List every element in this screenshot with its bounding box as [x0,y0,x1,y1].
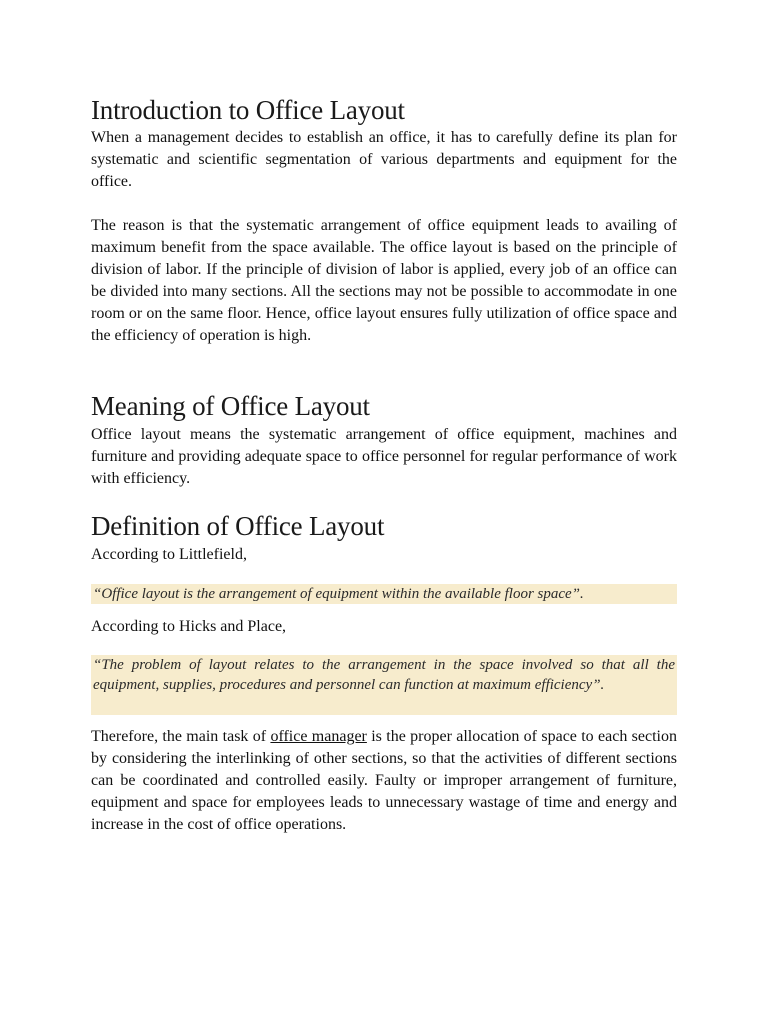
attribution-hicks-and-place: According to Hicks and Place, [91,618,287,635]
office-manager-link[interactable]: office manager [270,728,367,745]
definition-heading: Definition of Office Layout [91,511,385,541]
conclusion-paragraph [91,726,677,836]
intro-paragraph-2: The reason is that the systematic arrangement of office equipment leads to availing of maximum benefit from the space available. The office layout is based on the principle of division of labor. If the principle of division of labor is applied, every job of an office can be divided into many sections. All the sections may not be possible to accommodate in one room or on the same floor. Hence, office layout ensures fully utilization of office space and the efficiency of operation is high. [91,217,677,344]
meaning-heading: Meaning of Office Layout [91,391,370,421]
attribution-littlefield: According to Littlefield, [91,546,247,563]
quote-littlefield: “Office layout is the arrangement of equipment within the available floor space”. [91,584,677,604]
quote-hicks-and-place: “The problem of layout relates to the arrangement in the space involved so that all the equipment, supplies, procedures and personnel can function at maximum efficiency”. [91,655,677,715]
conclusion-text-end: is the proper allocation of space to each section by considering the interlinking of other sections, so that the activities of different sections can be coordinated and controlled easily. Faulty or improper arrangement of furniture, equipment and space for employees leads to unnecessary wastage of time and energy and increase in the cost of office operations. [91,728,678,833]
intro-heading: Introduction to Office Layout [91,95,405,125]
intro-paragraph-1: When a management decides to establish an office, it has to carefully define its plan for systematic and scientific segmentation of various departments and equipment for the office. [91,129,677,190]
conclusion-text-start: Therefore, the main task of [91,728,271,745]
meaning-paragraph: Office layout means the systematic arrangement of office equipment, machines and furniture and providing adequate space to office personnel for regular performance of work with efficiency. [91,426,677,487]
